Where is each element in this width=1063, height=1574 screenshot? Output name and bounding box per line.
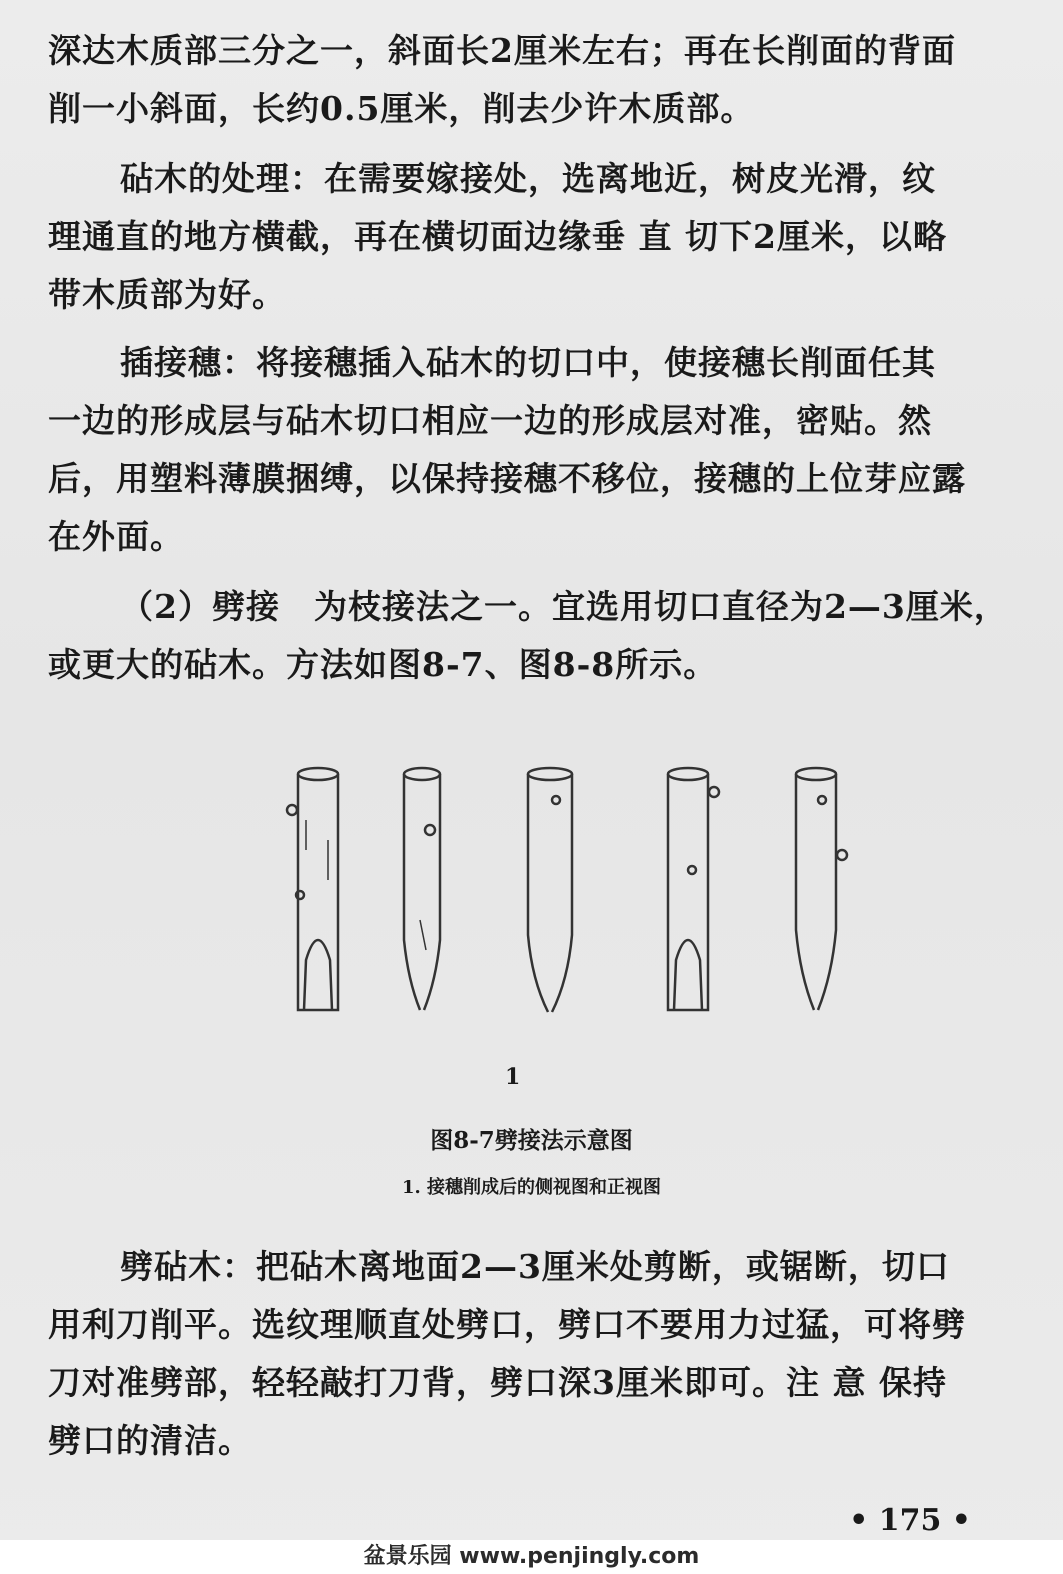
text-line: 或更大的砧木。方法如图8-7、图8-8所示。 <box>48 645 718 684</box>
text-line: （2）劈接 为枝接法之一。宜选用切口直径为2—3厘米， <box>120 587 1008 626</box>
text-line: 后，用塑料薄膜捆缚，以保持接穗不移位，接穗的上位芽应露 <box>48 459 966 498</box>
scion-side-view-icon <box>404 768 440 1010</box>
figure-subcaption: 1. 接穗削成后的侧视图和正视图 <box>401 1177 662 1198</box>
text-line: 用利刀削平。选纹理顺直处劈口，劈口不要用力过猛，可将劈 <box>48 1305 966 1344</box>
scion-side-view-icon <box>796 768 847 1010</box>
grafting-illustration <box>270 760 870 1050</box>
text-line: 砧木的处理：在需要嫁接处，选离地近，树皮光滑，纹 <box>120 159 936 198</box>
paragraph-4 <box>48 578 1008 694</box>
watermark-footer: 盆景乐园 www.penjingly.com <box>0 1540 1063 1574</box>
page-number: • 175 • <box>849 1503 971 1538</box>
scion-side-view-icon <box>528 768 572 1012</box>
paragraph-5 <box>48 1238 1008 1470</box>
paragraph-3 <box>48 334 1008 566</box>
text-line: 带木质部为好。 <box>48 275 286 314</box>
text-line: 深达木质部三分之一，斜面长2厘米左右；再在长削面的背面 <box>48 31 956 70</box>
scion-front-view-icon <box>287 768 338 1010</box>
paragraph-2 <box>48 150 1008 324</box>
paragraph-1 <box>48 22 1008 138</box>
figure-part-number: 1 <box>505 1064 521 1090</box>
text-line: 刀对准劈部，轻轻敲打刀背，劈口深3厘米即可。注 意 保持 <box>48 1363 947 1402</box>
text-line: 在外面。 <box>48 517 184 556</box>
text-line: 插接穗：将接穗插入砧木的切口中，使接穗长削面任其 <box>120 343 936 382</box>
text-line: 削一小斜面，长约0.5厘米，削去少许木质部。 <box>48 89 755 128</box>
text-line: 劈砧木：把砧木离地面2—3厘米处剪断，或锯断，切口 <box>120 1247 950 1286</box>
text-line: 一边的形成层与砧木切口相应一边的形成层对准，密贴。然 <box>48 401 932 440</box>
figure-caption: 图8-7劈接法示意图 <box>430 1127 633 1154</box>
scion-front-view-icon <box>668 768 719 1010</box>
text-line: 理通直的地方横截，再在横切面边缘垂 直 切下2厘米，以略 <box>48 217 947 256</box>
text-line: 劈口的清洁。 <box>48 1421 252 1460</box>
